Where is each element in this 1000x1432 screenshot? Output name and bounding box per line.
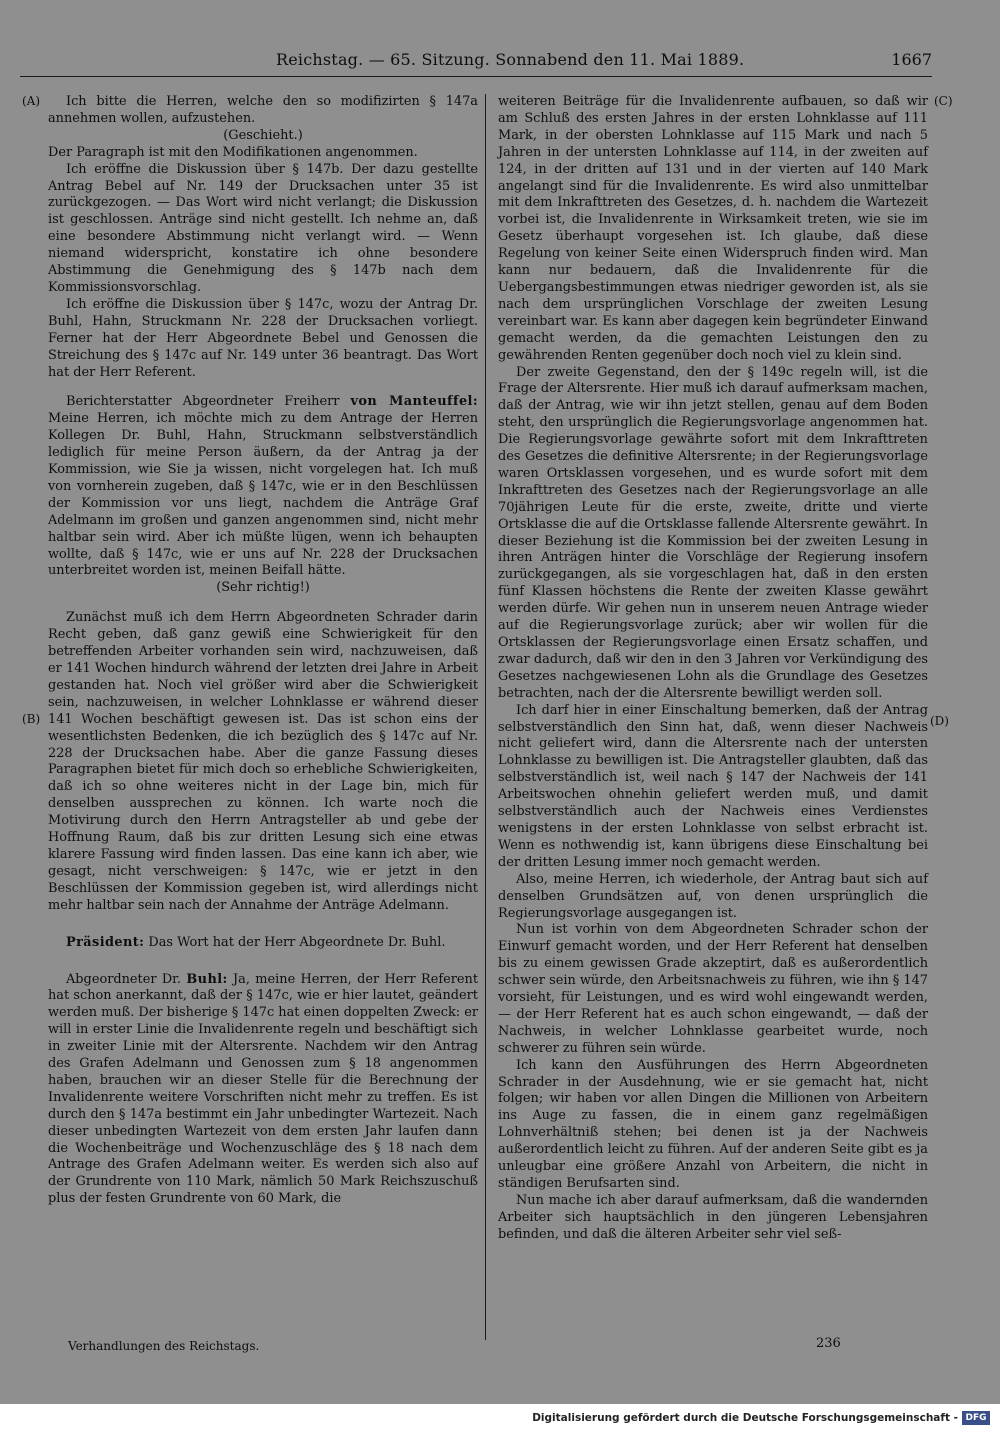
speaker-intro: Abgeordneter Dr.: [66, 971, 182, 987]
paragraph: Zunächst muß ich dem Herrn Abgeordneten Schrader darin Recht geben, daß ganz gewiß eine Schwierigkeit für den betreffenden Arbeiter vorhanden sein wird, nachzuweisen, daß er 141 Wochen hindurch während der letzten drei Jahre in Arbeit gestanden hat. Noch viel größer wird aber die Schwierigkeit sein, nachzuweisen, in welcher Lohnklasse er während dieser 141 Wochen beschäftigt gewesen ist. Das ist schon eins der wesentlichsten Bedenken, die ich bezüglich des § 147c auf Nr. 228 der Drucksachen habe. Aber die ganze Fassung dieses Paragraphen bietet für mich doch so erhebliche Schwierigkeiten, daß ich so ohne weiteres nicht in der Lage bin, mich für denselben aussprechen zu können. Ich warte noch die Motivirung durch den Herrn Antragsteller ab und gebe der Hoffnung Raum, daß bis zur dritten Lesung sich eine etwas klarere Fassung wird finden lassen. Das eine kann ich aber, wie gesagt, nicht verschweigen: § 147c, wie er jetzt in den Beschlüssen der Kommission gegeben ist, wird allerdings nicht mehr haltbar sein nach der Annahme der Anträge Adelmann.: [48, 610, 478, 913]
paragraph: Ich bitte die Herren, welche den so modifizirten § 147a annehmen wollen, aufzustehen.: [48, 94, 478, 126]
speaker-paragraph: [48, 394, 478, 580]
paragraph: Nun ist vorhin von dem Abgeordneten Schrader schon der Einwurf gemacht worden, und der Herr Referent hat denselben bis zu einem gewissen Grade akzeptirt, daß es außerordentlich schwer sein würde, den Arbeitsnachweis zu führen, wie ihn § 147 vorsieht, für Leistungen, und es wird wohl eingewandt werden, — der Herr Referent hat es auch schon eingewandt, — daß der Nachweis, in welcher Lohnklasse gearbeitet wurde, noch schwerer zu führen sein würde.: [498, 922, 928, 1056]
speaker-name: Präsident:: [66, 934, 145, 950]
paragraph: Ich kann den Ausführungen des Herrn Abgeordneten Schrader in der Ausdehnung, wie er sie gemacht hat, nicht folgen; wir haben vor allen Dingen die Millionen von Arbeitern ins Auge zu fassen, die in einem ganz regelmäßigen Lohnverhältniß stehen; bei denen ist ja der Nachweis außerordentlich leicht zu führen. Auf der anderen Seite gibt es ja unleugbar eine größere Anzahl von Arbeitern, die nicht in ständigen Berufsarten sind.: [498, 1057, 928, 1191]
paragraph: Ich eröffne die Diskussion über § 147c, wozu der Antrag Dr. Buhl, Hahn, Struckmann Nr. 228 der Drucksachen vorliegt. Ferner hat der Herr Abgeordnete Bebel und Genossen die Streichung des § 147c auf Nr. 149 unter 36 beantragt. Das Wort hat der Herr Referent.: [48, 296, 478, 380]
speaker-name: von Manteuffel:: [350, 394, 478, 410]
digitization-footer: [0, 1404, 1000, 1432]
paragraph: weiteren Beiträge für die Invalidenrente aufbauen, so daß wir am Schluß des ersten Jahres in der ersten Lohnklasse auf 111 Mark, in der obersten Lohnklasse auf 115 Mark und nach 5 Jahren in der untersten Lohnklasse auf 114, in der zweiten auf 124, in der dritten auf 131 und in der vierten auf 140 Mark angelangt sind für die Invalidenrente. Es wird also unmittelbar mit dem Inkrafttreten des Gesetzes, d. h. nachdem die Wartezeit vorbei ist, die Invalidenrente in Wirksamkeit treten, wie sie im Gesetz überhaupt vorgesehen ist. Ich glaube, daß diese Regelung von keiner Seite einen Widerspruch finden wird. Man kann nur bedauern, daß die Invalidenrente für die Uebergangsbestimmungen etwas niedriger geworden ist, als sie nach dem ursprünglichen Vorschlage der zweiten Lesung vereinbart war. Es kann aber dagegen kein begründeter Einwand gemacht werden, da die gemachten Leistungen den zu gewährenden Renten gegenüber doch noch viel zu klein sind.: [498, 94, 928, 363]
stage-direction: (Sehr richtig!): [216, 580, 310, 596]
paragraph: Ich eröffne die Diskussion über § 147b. Der dazu gestellte Antrag Bebel auf Nr. 149 der Drucksachen unter 35 ist zurückgezogen. — Das Wort wird nicht verlangt; die Diskussion ist geschlossen. Anträge sind nicht gestellt. Ich nehme an, daß eine besondere Abstimmung nicht verlangt wird. — Wenn niemand widerspricht, konstatire ich ohne besondere Abstimmung die Genehmigung des § 147b nach dem Kommissionsvorschlag.: [48, 161, 478, 295]
right-column: [498, 94, 928, 1244]
header-title: Reichstag. — 65. Sitzung. Sonnabend den 11. Mai 1889.: [276, 50, 745, 69]
speech-text: Das Wort hat der Herr Abgeordnete Dr. Buhl.: [148, 934, 446, 950]
dfg-logo-icon: DFG: [962, 1411, 990, 1425]
speech-text: Ja, meine Herren, der Herr Referent hat schon anerkannt, daß der § 147c, wie er hier lautet, geändert werden muß. Der bisherige § 147c hat einen doppelten Zweck: er will in erster Linie die Invalidenrente regeln und beschäftigt sich in zweiter Linie mit der Altersrente. Nachdem wir den Antrag des Grafen Adelmann und Genossen zum § 18 angenommen haben, brauchen wir an dieser Stelle für die Berechnung der Invalidenrente weitere Vorschriften nicht mehr zu treffen. Es ist durch den § 147a bestimmt ein Jahr unbedingter Wartezeit. Nach dieser unbedingten Wartezeit von dem ersten Jahr laufen dann die Wochenbeiträge und Wochenzuschläge des § 18 nach dem Antrage des Grafen Adelmann weiter. Es werden sich also auf der Grundrente von 110 Mark, nämlich 50 Mark Reichszuschuß plus der festen Grundrente von 60 Mark, die: [48, 971, 479, 1207]
speaker-paragraph: [48, 935, 478, 952]
margin-marker-c: (C): [934, 94, 953, 108]
print-signature: Verhandlungen des Reichstags.: [68, 1339, 260, 1353]
paragraph: Der zweite Gegenstand, den der § 149c regeln will, ist die Frage der Altersrente. Hier muß ich darauf aufmerksam machen, daß der Antrag, wie wir ihn jetzt stellen, genau auf dem Boden steht, den ursprünglich die Regierungsvorlage angenommen hat. Die Regierungsvorlage gewährte sofort mit dem Inkrafttreten des Gesetzes die definitive Altersrente; in der Regierungsvorlage waren Ortsklassen vorgesehen, und es wurde sofort mit dem Inkrafttreten des Gesetzes nach der Regierungsvorlage an alle 70jährigen Leute für die erste, zweite, dritte und vierte Ortsklasse die auf die Ortsklasse fallende Altersrente gewährt. In dieser Beziehung ist die Kommission bei der zweiten Lesung in ihren Anträgen hinter die Vorschläge der Regierung insofern zurückgegangen, als sie vorgeschlagen hat, daß in den ersten fünf Klassen höchstens die Rente der zweiten Klasse gewährt werden dürfe. Wir gehen nun in unserem neuen Antrage wieder auf die Regierungsvorlage zurück; aber wir wollen für die Ortsklassen der Regierungsvorlage einen Ersatz schaffen, und zwar dadurch, daß wir den in den 3 Jahren vor Verkündigung des Gesetzes nachgewiesenen Lohn als die Grundlage des Gesetzes betrachten, nach der die Altersrente bewilligt werden soll.: [498, 364, 928, 701]
funding-credit: Digitalisierung gefördert durch die Deutsche Forschungsgemeinschaft -: [532, 1412, 958, 1424]
speaker-name: Buhl:: [186, 971, 228, 987]
margin-marker-d: (D): [930, 714, 949, 728]
stage-direction: (Geschieht.): [223, 127, 303, 143]
margin-marker-a: (A): [22, 94, 41, 108]
left-column: [48, 94, 478, 1208]
signature-number: 236: [816, 1336, 841, 1351]
page-number: 1667: [891, 50, 932, 69]
speaker-paragraph: [48, 972, 478, 1209]
column-divider: [485, 94, 486, 1340]
paragraph: Also, meine Herren, ich wiederhole, der Antrag baut sich auf denselben Grundsätzen auf, von denen ursprünglich die Regierungsvorlage ausgegangen ist.: [498, 871, 928, 921]
paragraph: Nun mache ich aber darauf aufmerksam, daß die wandernden Arbeiter sich hauptsächlich in den jüngeren Lebensjahren befinden, und daß die älteren Arbeiter sehr viel seß-: [498, 1192, 928, 1242]
speaker-intro: Berichterstatter Abgeordneter Freiherr: [66, 394, 340, 410]
page-header: [20, 46, 932, 77]
paragraph: Der Paragraph ist mit den Modifikationen angenommen.: [48, 144, 418, 160]
speech-text: Meine Herren, ich möchte mich zu dem Antrage der Herren Kollegen Dr. Buhl, Hahn, Struckmann selbstverständlich lediglich für meine Person äußern, da der Antrag ja der Kommission, wie Sie ja wissen, nicht vorgelegen hat. Ich muß von vornherein zugeben, daß § 147c, wie er in den Beschlüssen der Kommission vor uns liegt, nachdem die Anträge Graf Adelmann im großen und ganzen angenommen sind, nicht mehr haltbar sein wird. Aber ich müßte lügen, wenn ich behaupten wollte, daß § 147c, wie er uns auf Nr. 228 der Drucksachen unterbreitet worden ist, meinen Beifall hätte.: [48, 411, 478, 579]
paragraph: Ich darf hier in einer Einschaltung bemerken, daß der Antrag selbstverständlich den Sinn hat, daß, wenn dieser Nachweis nicht geliefert wird, dann die Altersrente nach der untersten Lohnklasse zu bewilligen ist. Die Antragsteller glaubten, daß das selbstverständlich ist, weil nach § 147 der Nachweis der 141 Arbeitswochen ohnehin geliefert werden muß, und damit selbstverständlich auch der Nachweis eines Verdienstes wenigstens in der ersten Lohnklasse von selbst erbracht ist. Wenn es nothwendig ist, kann übrigens diese Einschaltung bei der dritten Lesung immer noch gemacht werden.: [498, 702, 928, 870]
margin-marker-b: (B): [22, 712, 41, 726]
